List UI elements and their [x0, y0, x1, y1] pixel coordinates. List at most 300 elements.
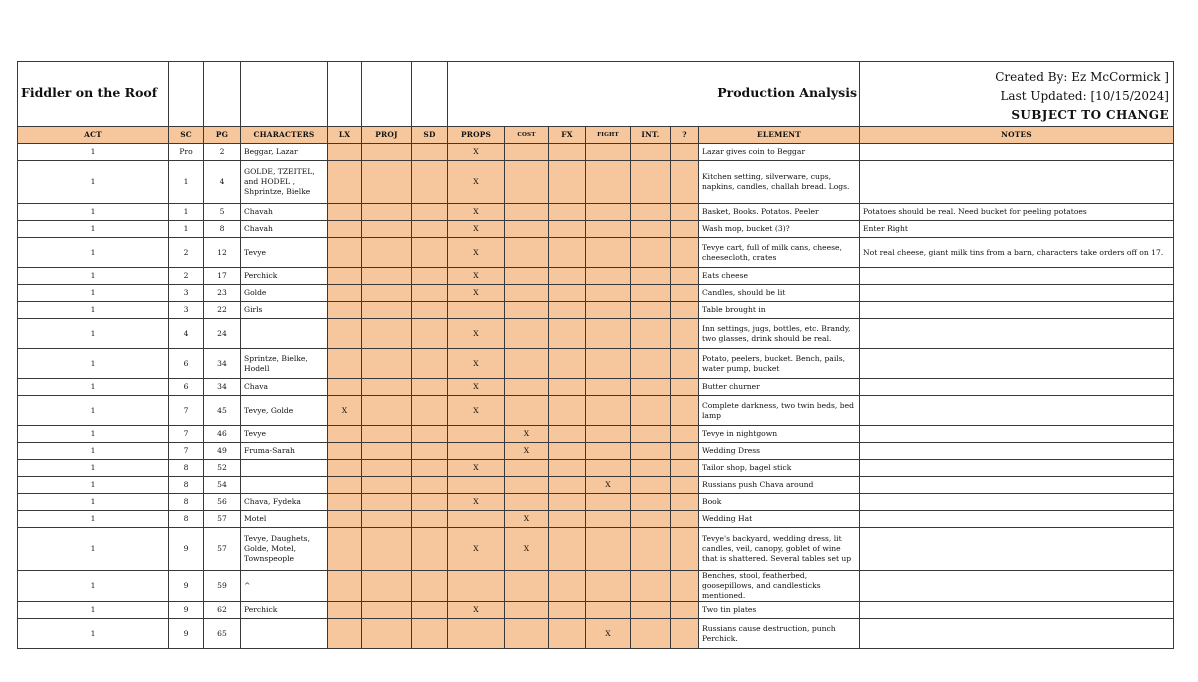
cell-element: Inn settings, jugs, bottles, etc. Brandy, two glasses, drink should be real. — [699, 319, 860, 349]
cell-int — [631, 443, 671, 460]
cell-props: X — [448, 494, 505, 511]
cell-int — [631, 426, 671, 443]
cell-props: X — [448, 396, 505, 426]
cell-lx — [328, 426, 362, 443]
cell-cost — [505, 602, 549, 619]
cell-sd — [412, 619, 448, 649]
cell-act: 1 — [18, 511, 169, 528]
cell-notes — [860, 494, 1174, 511]
cell-sc: 9 — [169, 528, 204, 571]
cell-sd — [412, 396, 448, 426]
cell-characters: Beggar, Lazar — [241, 144, 328, 161]
cell-proj — [362, 494, 412, 511]
cell-pg: 46 — [204, 426, 241, 443]
cell-props — [448, 477, 505, 494]
cell-props: X — [448, 349, 505, 379]
cell-question — [671, 494, 699, 511]
cell-act: 1 — [18, 619, 169, 649]
cell-int — [631, 460, 671, 477]
cell-act: 1 — [18, 144, 169, 161]
cell-lx — [328, 443, 362, 460]
cell-element: Kitchen setting, silverware, cups, napkins, candles, challah bread. Logs. — [699, 161, 860, 204]
cell-fx — [549, 268, 586, 285]
cell-notes — [860, 396, 1174, 426]
cell-act: 1 — [18, 221, 169, 238]
header-element: ELEMENT — [699, 127, 860, 144]
cell-props: X — [448, 460, 505, 477]
cell-proj — [362, 268, 412, 285]
cell-characters: Sprintze, Bielke, Hodell — [241, 349, 328, 379]
cell-act: 1 — [18, 602, 169, 619]
cell-sc: 8 — [169, 460, 204, 477]
cell-notes — [860, 268, 1174, 285]
table-row — [18, 144, 1174, 161]
cell-pg: 59 — [204, 571, 241, 602]
cell-element: Russians push Chava around — [699, 477, 860, 494]
cell-fight — [586, 602, 631, 619]
table-row — [18, 619, 1174, 649]
cell-fight — [586, 528, 631, 571]
header-sc: SC — [169, 127, 204, 144]
cell-cost: X — [505, 528, 549, 571]
header-characters: CHARACTERS — [241, 127, 328, 144]
cell-act: 1 — [18, 443, 169, 460]
cell-proj — [362, 204, 412, 221]
subject-to-change: SUBJECT TO CHANGE — [1011, 107, 1169, 122]
cell-question — [671, 619, 699, 649]
cell-proj — [362, 349, 412, 379]
table-row — [18, 426, 1174, 443]
cell-cost — [505, 619, 549, 649]
cell-cost — [505, 319, 549, 349]
cell-act: 1 — [18, 349, 169, 379]
cell-fx — [549, 460, 586, 477]
cell-element: Wedding Hat — [699, 511, 860, 528]
cell-sc: 7 — [169, 396, 204, 426]
cell-fx — [549, 349, 586, 379]
cell-characters: Tevye, Daughets, Golde, Motel, Townspeople — [241, 528, 328, 571]
header-act: ACT — [18, 127, 169, 144]
cell-sd — [412, 319, 448, 349]
cell-cost — [505, 396, 549, 426]
cell-act: 1 — [18, 426, 169, 443]
table-row — [18, 460, 1174, 477]
cell-act: 1 — [18, 204, 169, 221]
cell-cost — [505, 221, 549, 238]
cell-question — [671, 319, 699, 349]
cell-notes — [860, 477, 1174, 494]
cell-int — [631, 511, 671, 528]
table-row — [18, 379, 1174, 396]
cell-fx — [549, 477, 586, 494]
cell-proj — [362, 238, 412, 268]
cell-props: X — [448, 144, 505, 161]
cell-sd — [412, 477, 448, 494]
cell-pg: 34 — [204, 379, 241, 396]
cell-sd — [412, 268, 448, 285]
header-proj: PROJ — [362, 127, 412, 144]
cell-notes — [860, 511, 1174, 528]
cell-sc: 6 — [169, 349, 204, 379]
cell-act: 1 — [18, 268, 169, 285]
title-blank-cell — [169, 62, 204, 127]
header-fight: FIGHT — [586, 127, 631, 144]
cell-act: 1 — [18, 238, 169, 268]
cell-act: 1 — [18, 302, 169, 319]
cell-sc: Pro — [169, 144, 204, 161]
cell-fight — [586, 144, 631, 161]
meta-cell — [860, 62, 1174, 127]
cell-characters: Fruma-Sarah — [241, 443, 328, 460]
cell-act: 1 — [18, 494, 169, 511]
cell-fx — [549, 619, 586, 649]
cell-cost: X — [505, 426, 549, 443]
cell-characters: Golde — [241, 285, 328, 302]
cell-fx — [549, 511, 586, 528]
cell-fight: X — [586, 477, 631, 494]
cell-lx — [328, 349, 362, 379]
cell-fx — [549, 238, 586, 268]
cell-question — [671, 460, 699, 477]
show-title: Fiddler on the Roof — [21, 85, 158, 100]
cell-pg: 62 — [204, 602, 241, 619]
section-title: Production Analysis — [717, 85, 857, 100]
cell-props: X — [448, 204, 505, 221]
cell-question — [671, 349, 699, 379]
cell-int — [631, 285, 671, 302]
cell-sd — [412, 204, 448, 221]
cell-sd — [412, 494, 448, 511]
cell-element: Potato, peelers, bucket. Bench, pails, water pump, bucket — [699, 349, 860, 379]
cell-characters: GOLDE, TZEITEL, and HODEL , Shprintze, Bielke — [241, 161, 328, 204]
cell-sc: 2 — [169, 268, 204, 285]
cell-pg: 4 — [204, 161, 241, 204]
cell-notes — [860, 571, 1174, 602]
cell-props — [448, 426, 505, 443]
header-sd: SD — [412, 127, 448, 144]
cell-sd — [412, 161, 448, 204]
cell-fx — [549, 285, 586, 302]
cell-sd — [412, 238, 448, 268]
cell-characters: Tevye, Golde — [241, 396, 328, 426]
cell-notes — [860, 619, 1174, 649]
cell-props — [448, 571, 505, 602]
cell-fight — [586, 443, 631, 460]
cell-int — [631, 319, 671, 349]
cell-pg: 65 — [204, 619, 241, 649]
cell-pg: 23 — [204, 285, 241, 302]
cell-sd — [412, 285, 448, 302]
last-updated: Last Updated: [10/15/2024] — [1000, 88, 1169, 103]
cell-lx — [328, 460, 362, 477]
cell-props: X — [448, 319, 505, 349]
cell-pg: 24 — [204, 319, 241, 349]
cell-fight — [586, 319, 631, 349]
cell-props: X — [448, 221, 505, 238]
cell-cost — [505, 302, 549, 319]
production-analysis-table — [17, 61, 1174, 649]
cell-sc: 7 — [169, 426, 204, 443]
cell-fight — [586, 396, 631, 426]
cell-sd — [412, 528, 448, 571]
cell-proj — [362, 511, 412, 528]
cell-int — [631, 349, 671, 379]
cell-characters: Motel — [241, 511, 328, 528]
cell-cost — [505, 238, 549, 268]
cell-cost: X — [505, 511, 549, 528]
cell-fx — [549, 221, 586, 238]
cell-fx — [549, 379, 586, 396]
cell-characters — [241, 477, 328, 494]
cell-sd — [412, 379, 448, 396]
cell-int — [631, 238, 671, 268]
cell-fx — [549, 571, 586, 602]
cell-notes: Enter Right — [860, 221, 1174, 238]
cell-question — [671, 477, 699, 494]
cell-question — [671, 204, 699, 221]
cell-element: Basket, Books. Potatos. Peeler — [699, 204, 860, 221]
cell-sd — [412, 511, 448, 528]
cell-int — [631, 602, 671, 619]
cell-cost — [505, 571, 549, 602]
cell-fight — [586, 161, 631, 204]
cell-sc: 8 — [169, 477, 204, 494]
title-blank-cell — [328, 62, 362, 127]
cell-characters: Perchick — [241, 602, 328, 619]
cell-int — [631, 396, 671, 426]
cell-characters: Chavah — [241, 221, 328, 238]
header-row — [18, 127, 1174, 144]
cell-notes — [860, 302, 1174, 319]
cell-fight — [586, 238, 631, 268]
show-title-cell — [18, 62, 169, 127]
cell-lx — [328, 161, 362, 204]
cell-proj — [362, 619, 412, 649]
table-row — [18, 268, 1174, 285]
cell-pg: 8 — [204, 221, 241, 238]
table-row — [18, 349, 1174, 379]
cell-question — [671, 443, 699, 460]
cell-props — [448, 619, 505, 649]
cell-sc: 2 — [169, 238, 204, 268]
table-row — [18, 602, 1174, 619]
title-blank-cell — [241, 62, 328, 127]
cell-fight — [586, 204, 631, 221]
cell-act: 1 — [18, 528, 169, 571]
cell-lx — [328, 477, 362, 494]
cell-props: X — [448, 379, 505, 396]
cell-cost — [505, 144, 549, 161]
cell-act: 1 — [18, 285, 169, 302]
cell-question — [671, 602, 699, 619]
cell-notes — [860, 602, 1174, 619]
cell-notes — [860, 144, 1174, 161]
cell-sd — [412, 571, 448, 602]
cell-pg: 2 — [204, 144, 241, 161]
cell-fx — [549, 494, 586, 511]
cell-element: Benches, stool, featherbed, goosepillows, and candlesticks mentioned. — [699, 571, 860, 602]
cell-props — [448, 302, 505, 319]
cell-lx — [328, 494, 362, 511]
cell-int — [631, 528, 671, 571]
cell-int — [631, 221, 671, 238]
section-title-cell — [448, 62, 860, 127]
cell-element: Tevye's backyard, wedding dress, lit candles, veil, canopy, goblet of wine that is shattered. Several tables set up — [699, 528, 860, 571]
cell-sd — [412, 443, 448, 460]
cell-lx — [328, 204, 362, 221]
cell-int — [631, 268, 671, 285]
cell-fight — [586, 494, 631, 511]
cell-lx — [328, 571, 362, 602]
cell-element: Candles, should be lit — [699, 285, 860, 302]
created-by: Created By: Ez McCormick ] — [995, 69, 1169, 84]
cell-element: Wedding Dress — [699, 443, 860, 460]
cell-int — [631, 161, 671, 204]
header-cost: COST — [505, 127, 549, 144]
cell-proj — [362, 319, 412, 349]
cell-pg: 57 — [204, 511, 241, 528]
cell-pg: 57 — [204, 528, 241, 571]
cell-fight — [586, 379, 631, 396]
header-notes: NOTES — [860, 127, 1174, 144]
cell-question — [671, 571, 699, 602]
title-row — [18, 62, 1174, 127]
cell-sc: 8 — [169, 494, 204, 511]
cell-lx — [328, 144, 362, 161]
cell-lx — [328, 528, 362, 571]
table-row — [18, 396, 1174, 426]
cell-characters: Perchick — [241, 268, 328, 285]
table-row — [18, 161, 1174, 204]
cell-question — [671, 285, 699, 302]
cell-characters — [241, 619, 328, 649]
cell-element: Wash mop, bucket (3)? — [699, 221, 860, 238]
table-row — [18, 285, 1174, 302]
cell-characters: Tevye — [241, 426, 328, 443]
cell-notes — [860, 161, 1174, 204]
cell-question — [671, 238, 699, 268]
cell-sc: 4 — [169, 319, 204, 349]
cell-cost — [505, 379, 549, 396]
cell-sd — [412, 460, 448, 477]
cell-lx — [328, 619, 362, 649]
header-int: INT. — [631, 127, 671, 144]
cell-props: X — [448, 602, 505, 619]
cell-pg: 49 — [204, 443, 241, 460]
cell-sd — [412, 302, 448, 319]
cell-element: Two tin plates — [699, 602, 860, 619]
cell-element: Table brought in — [699, 302, 860, 319]
cell-characters: Chavah — [241, 204, 328, 221]
header-pg: PG — [204, 127, 241, 144]
table-row — [18, 443, 1174, 460]
cell-props: X — [448, 528, 505, 571]
cell-fight — [586, 571, 631, 602]
table-row — [18, 302, 1174, 319]
cell-sd — [412, 426, 448, 443]
cell-int — [631, 571, 671, 602]
cell-cost — [505, 161, 549, 204]
cell-act: 1 — [18, 571, 169, 602]
cell-props: X — [448, 238, 505, 268]
title-blank-cell — [412, 62, 448, 127]
table-row — [18, 238, 1174, 268]
cell-act: 1 — [18, 161, 169, 204]
cell-cost — [505, 460, 549, 477]
cell-pg: 56 — [204, 494, 241, 511]
cell-question — [671, 426, 699, 443]
cell-fight — [586, 268, 631, 285]
table-row — [18, 511, 1174, 528]
header-question: ? — [671, 127, 699, 144]
cell-notes — [860, 349, 1174, 379]
title-blank-cell — [204, 62, 241, 127]
cell-act: 1 — [18, 396, 169, 426]
cell-element: Butter churner — [699, 379, 860, 396]
cell-proj — [362, 477, 412, 494]
cell-question — [671, 144, 699, 161]
cell-int — [631, 494, 671, 511]
cell-lx — [328, 221, 362, 238]
cell-fx — [549, 602, 586, 619]
cell-fight — [586, 511, 631, 528]
cell-lx — [328, 511, 362, 528]
cell-sc: 8 — [169, 511, 204, 528]
cell-proj — [362, 443, 412, 460]
cell-pg: 12 — [204, 238, 241, 268]
cell-pg: 34 — [204, 349, 241, 379]
cell-proj — [362, 460, 412, 477]
cell-notes: Not real cheese, giant milk tins from a barn, characters take orders off on 17. — [860, 238, 1174, 268]
cell-props — [448, 443, 505, 460]
cell-sc: 9 — [169, 571, 204, 602]
cell-pg: 54 — [204, 477, 241, 494]
cell-proj — [362, 602, 412, 619]
cell-element: Tevye in nightgown — [699, 426, 860, 443]
cell-question — [671, 528, 699, 571]
cell-fx — [549, 319, 586, 349]
cell-lx — [328, 302, 362, 319]
cell-sd — [412, 221, 448, 238]
table-row — [18, 571, 1174, 602]
cell-characters: Girls — [241, 302, 328, 319]
header-fx: FX — [549, 127, 586, 144]
cell-cost: X — [505, 443, 549, 460]
cell-sc: 3 — [169, 285, 204, 302]
title-blank-cell — [362, 62, 412, 127]
cell-int — [631, 477, 671, 494]
cell-cost — [505, 494, 549, 511]
cell-question — [671, 379, 699, 396]
cell-proj — [362, 221, 412, 238]
cell-question — [671, 221, 699, 238]
cell-props: X — [448, 161, 505, 204]
cell-act: 1 — [18, 477, 169, 494]
cell-pg: 45 — [204, 396, 241, 426]
cell-notes: Potatoes should be real. Need bucket for peeling potatoes — [860, 204, 1174, 221]
cell-notes — [860, 443, 1174, 460]
cell-notes — [860, 285, 1174, 302]
cell-fx — [549, 302, 586, 319]
cell-element: Russians cause destruction, punch Perchick. — [699, 619, 860, 649]
cell-fx — [549, 396, 586, 426]
cell-characters: Tevye — [241, 238, 328, 268]
cell-characters — [241, 319, 328, 349]
cell-sd — [412, 349, 448, 379]
table-row — [18, 204, 1174, 221]
cell-fx — [549, 443, 586, 460]
cell-lx — [328, 319, 362, 349]
